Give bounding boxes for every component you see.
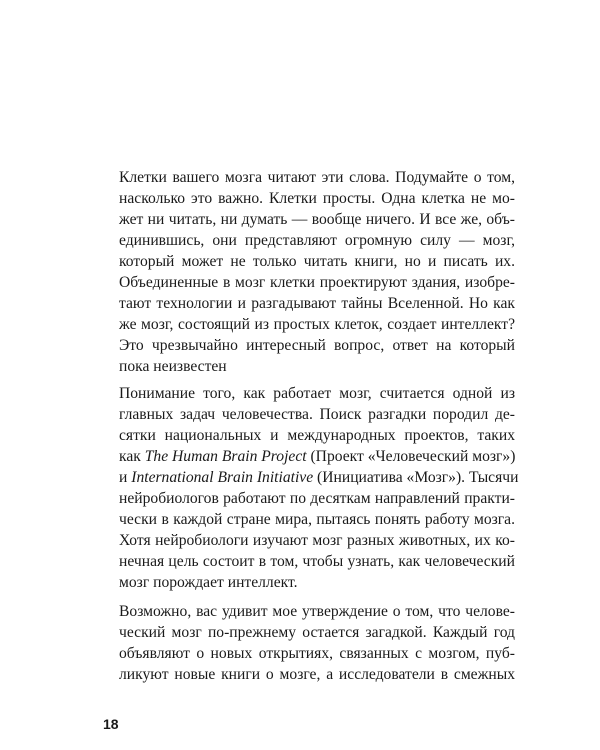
paragraph-3 [119,601,515,685]
text-line: сятки национальных и международных проектов, таких [119,427,515,444]
text-line: жет ни читать, ни думать — вообще ничего. И все же, объ- [119,211,515,228]
text-line: Объединенные в мозг клетки проектируют здания, изобре- [119,274,515,291]
paragraph-2 [119,383,519,593]
text-line: ческий мозг по-прежнему остается загадкой. Каждый год [119,624,515,641]
text-line: Это чрезвычайно интересный вопрос, ответ на который [119,337,515,354]
text-line: чески в каждой стране мира, пытаясь понять работу мозга. [119,511,515,528]
text-line: Понимание того, как работает мозг, считается одной из [119,385,515,402]
text-line: Хотя нейробиологи изучают мозг разных животных, их ко- [119,532,515,549]
text-line: тают технологии и разгадывают тайны Вселенной. Но как [119,295,515,312]
project-title-human-brain: The Human Brain Project [144,448,307,465]
text-line-with-title [119,467,519,488]
text-line: Возможно, вас удивит мое утверждение о том, что челове- [119,603,515,620]
text-run: и [119,469,132,486]
paragraph-1 [119,167,515,377]
text-line: нейробиологов работают по десяткам направлений практи- [119,490,515,507]
text-line: единившись, они представляют огромную силу — мозг, [119,232,515,249]
text-line: главных задач человечества. Поиск разгадки породил де- [119,406,515,423]
text-line: Клетки вашего мозга читают эти слова. Подумайте о том, [119,169,515,186]
text-line: же мозг, состоящий из простых клеток, создает интеллект? [119,316,515,333]
text-line: ликуют новые книги о мозге, а исследователи в смежных [119,666,515,683]
text-line: нечная цель состоит в том, чтобы узнать, как человеческий [119,553,515,570]
text-run: (Инициатива «Мозг»). Тысячи [313,469,519,486]
text-line-with-title [119,446,515,467]
text-line: объявляют о новых открытиях, связанных с мозгом, пуб- [119,645,515,662]
text-run: как [119,448,145,465]
text-line: который может не только читать книги, но и писать их. [119,253,515,270]
text-run: (Проект «Человеческий мозг») [306,448,516,465]
text-line: мозг порождает интеллект. [119,574,298,591]
page-number: 18 [103,716,119,732]
text-line: насколько это важно. Клетки просты. Одна клетка не мо- [119,190,515,207]
project-title-brain-initiative: International Brain Initiative [131,469,314,486]
text-line: пока неизвестен [119,358,227,375]
